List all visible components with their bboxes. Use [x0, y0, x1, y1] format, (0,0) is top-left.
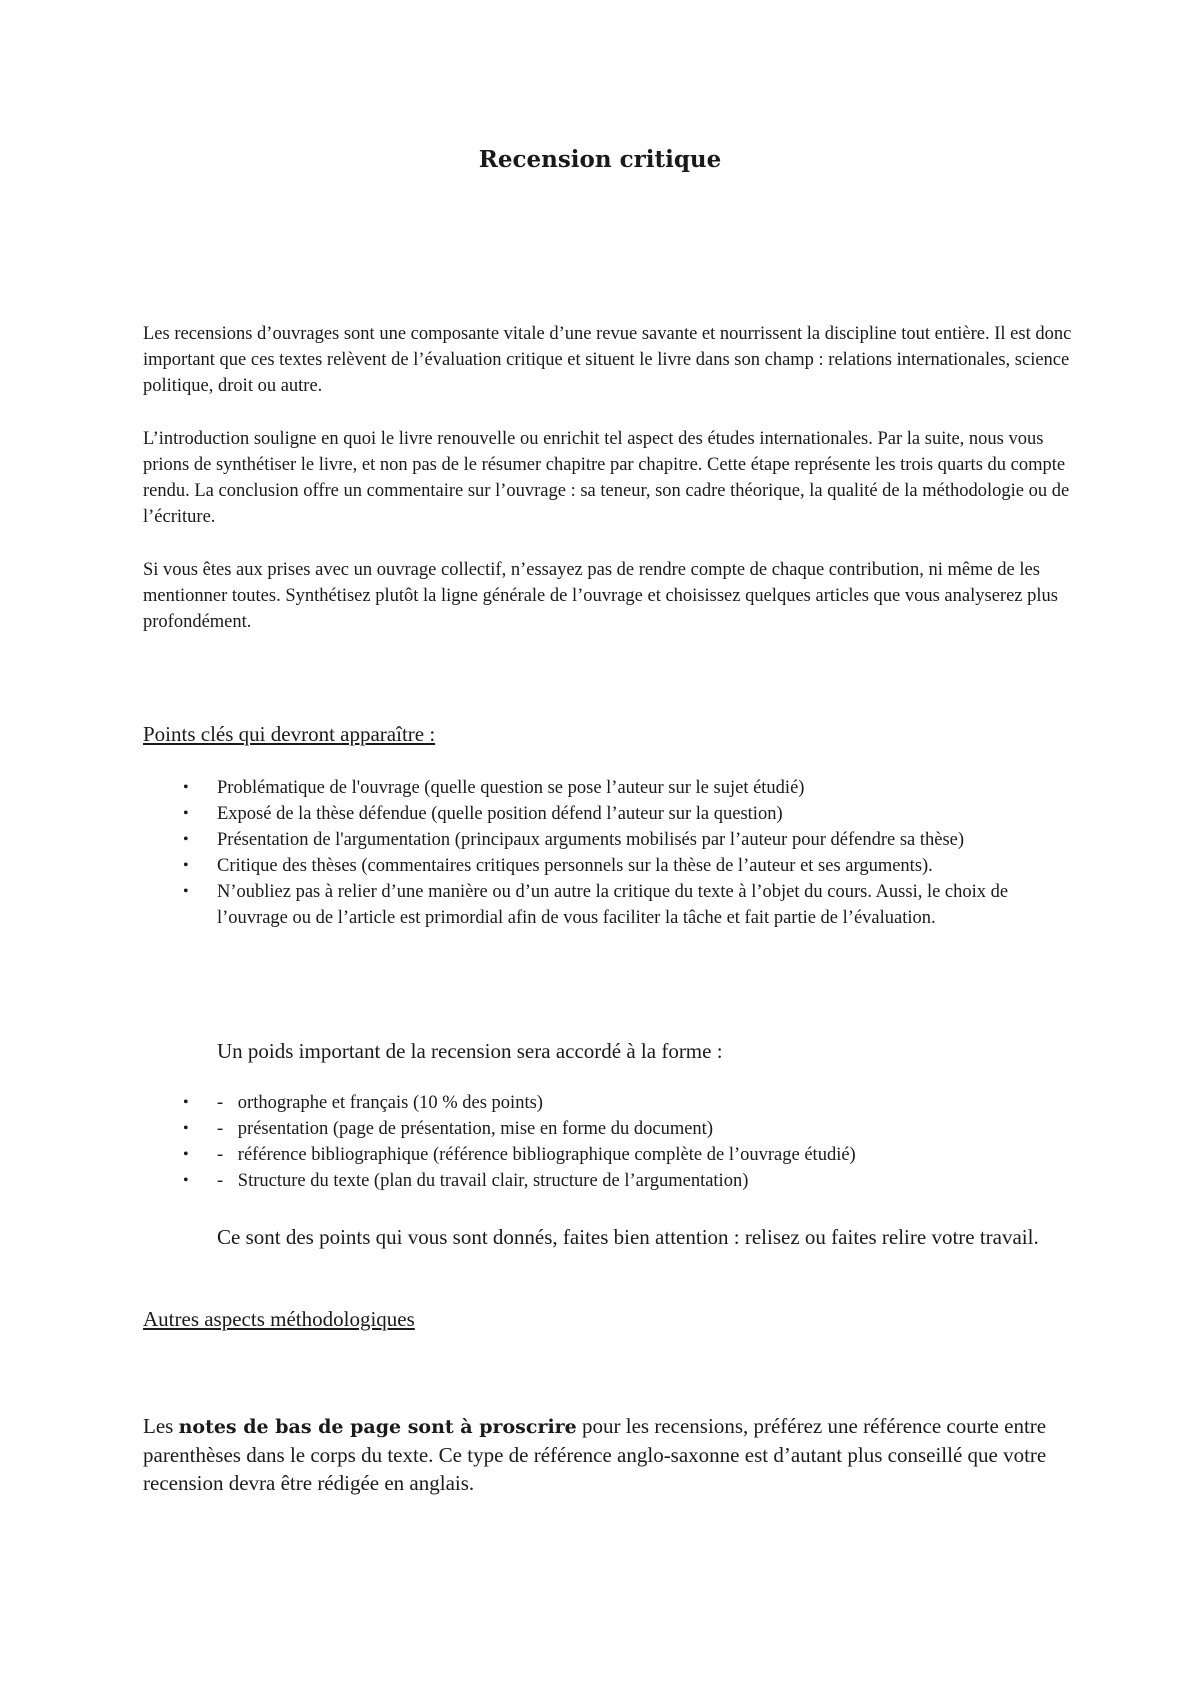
dash-marker: - — [217, 1119, 224, 1139]
bullet-icon: • — [183, 857, 189, 874]
bullet-icon: • — [183, 1120, 189, 1137]
list-item — [143, 801, 1073, 827]
key-points-list — [143, 775, 1073, 931]
final-bold-text: notes de bas de page sont à proscrire — [178, 1416, 577, 1438]
bullet-icon: • — [183, 779, 189, 796]
dash-marker: - — [217, 1145, 224, 1165]
bullet-icon: • — [183, 1172, 189, 1189]
list-item-text: N’oubliez pas à relier d’une manière ou d’un autre la critique du texte à l’objet du cours. Aussi, le choix de l’ouvrage ou de l’article est primordial afin de vous faciliter la tâche et fait partie de l’évaluation. — [217, 882, 1009, 928]
bullet-icon: • — [183, 883, 189, 900]
footnotes-paragraph — [143, 1412, 1083, 1497]
list-item — [143, 775, 1073, 801]
list-item-text: Problématique de l'ouvrage (quelle question se pose l’auteur sur le sujet étudié) — [217, 778, 805, 798]
list-item — [143, 879, 1073, 931]
list-item-text: Exposé de la thèse défendue (quelle position défend l’auteur sur la question) — [217, 804, 783, 824]
list-item — [143, 1116, 1073, 1142]
list-item — [143, 1142, 1073, 1168]
list-item-text: référence bibliographique (référence bibliographique complète de l’ouvrage étudié) — [237, 1145, 856, 1165]
list-item-text: Critique des thèses (commentaires critiques personnels sur la thèse de l’auteur et ses arguments). — [217, 856, 933, 876]
list-item-text: Présentation de l'argumentation (principaux arguments mobilisés par l’auteur pour défendre sa thèse) — [217, 830, 965, 850]
list-item-text: orthographe et français (10 % des points) — [237, 1093, 543, 1113]
list-item-text: Structure du texte (plan du travail clair, structure de l’argumentation) — [237, 1171, 749, 1191]
bullet-icon: • — [183, 1094, 189, 1111]
final-prefix: Les — [143, 1414, 179, 1438]
closing-note: Ce sont des points qui vous sont donnés, faites bien attention : relisez ou faites relire votre travail. — [217, 1225, 1039, 1249]
paragraph-intro: Les recensions d’ouvrages sont une composante vitale d’une revue savante et nourrissent la discipline tout entière. Il est donc important que ces textes relèvent de l’évaluation critique et situent le livre dans son champ : relations internationales, science politique, droit ou autre. — [143, 324, 1072, 396]
list-item — [143, 827, 1073, 853]
paragraph-structure: L’introduction souligne en quoi le livre renouvelle ou enrichit tel aspect des études internationales. Par la suite, nous vous prions de synthétiser le livre, et non pas de le résumer chapitre par chapitre. Cette étape représente les trois quarts du compte rendu. La conclusion offre un commentaire sur l’ouvrage : sa teneur, son cadre théorique, la qualité de la méthodologie ou de l’écriture. — [143, 429, 1070, 527]
list-item — [143, 853, 1073, 879]
list-item-text: présentation (page de présentation, mise en forme du document) — [237, 1119, 713, 1139]
bullet-icon: • — [183, 805, 189, 822]
bullet-icon: • — [183, 1146, 189, 1163]
final-suffix: pour les recensions, préférez une référence courte entre parenthèses dans le corps du texte. Ce type de référence anglo-saxonne est d’autant plus conseillé que votre recension devra être rédigée en anglais. — [143, 1414, 1047, 1495]
list-item — [143, 1168, 1073, 1194]
form-weight-note: Un poids important de la recension sera accordé à la forme : — [217, 1039, 723, 1063]
paragraph-collective-work: Si vous êtes aux prises avec un ouvrage collectif, n’essayez pas de rendre compte de chaque contribution, ni même de les mentionner toutes. Synthétisez plutôt la ligne générale de l’ouvrage et choisissez quelques articles que vous analyserez plus profondément. — [143, 560, 1058, 632]
key-points-heading: Points clés qui devront apparaître : — [143, 722, 436, 746]
list-item — [143, 1090, 1073, 1116]
methodology-heading: Autres aspects méthodologiques — [143, 1307, 415, 1331]
dash-marker: - — [217, 1093, 224, 1113]
bullet-icon: • — [183, 831, 189, 848]
dash-marker: - — [217, 1171, 224, 1191]
document-title: Recension critique — [478, 146, 722, 173]
form-points-list — [143, 1090, 1073, 1194]
